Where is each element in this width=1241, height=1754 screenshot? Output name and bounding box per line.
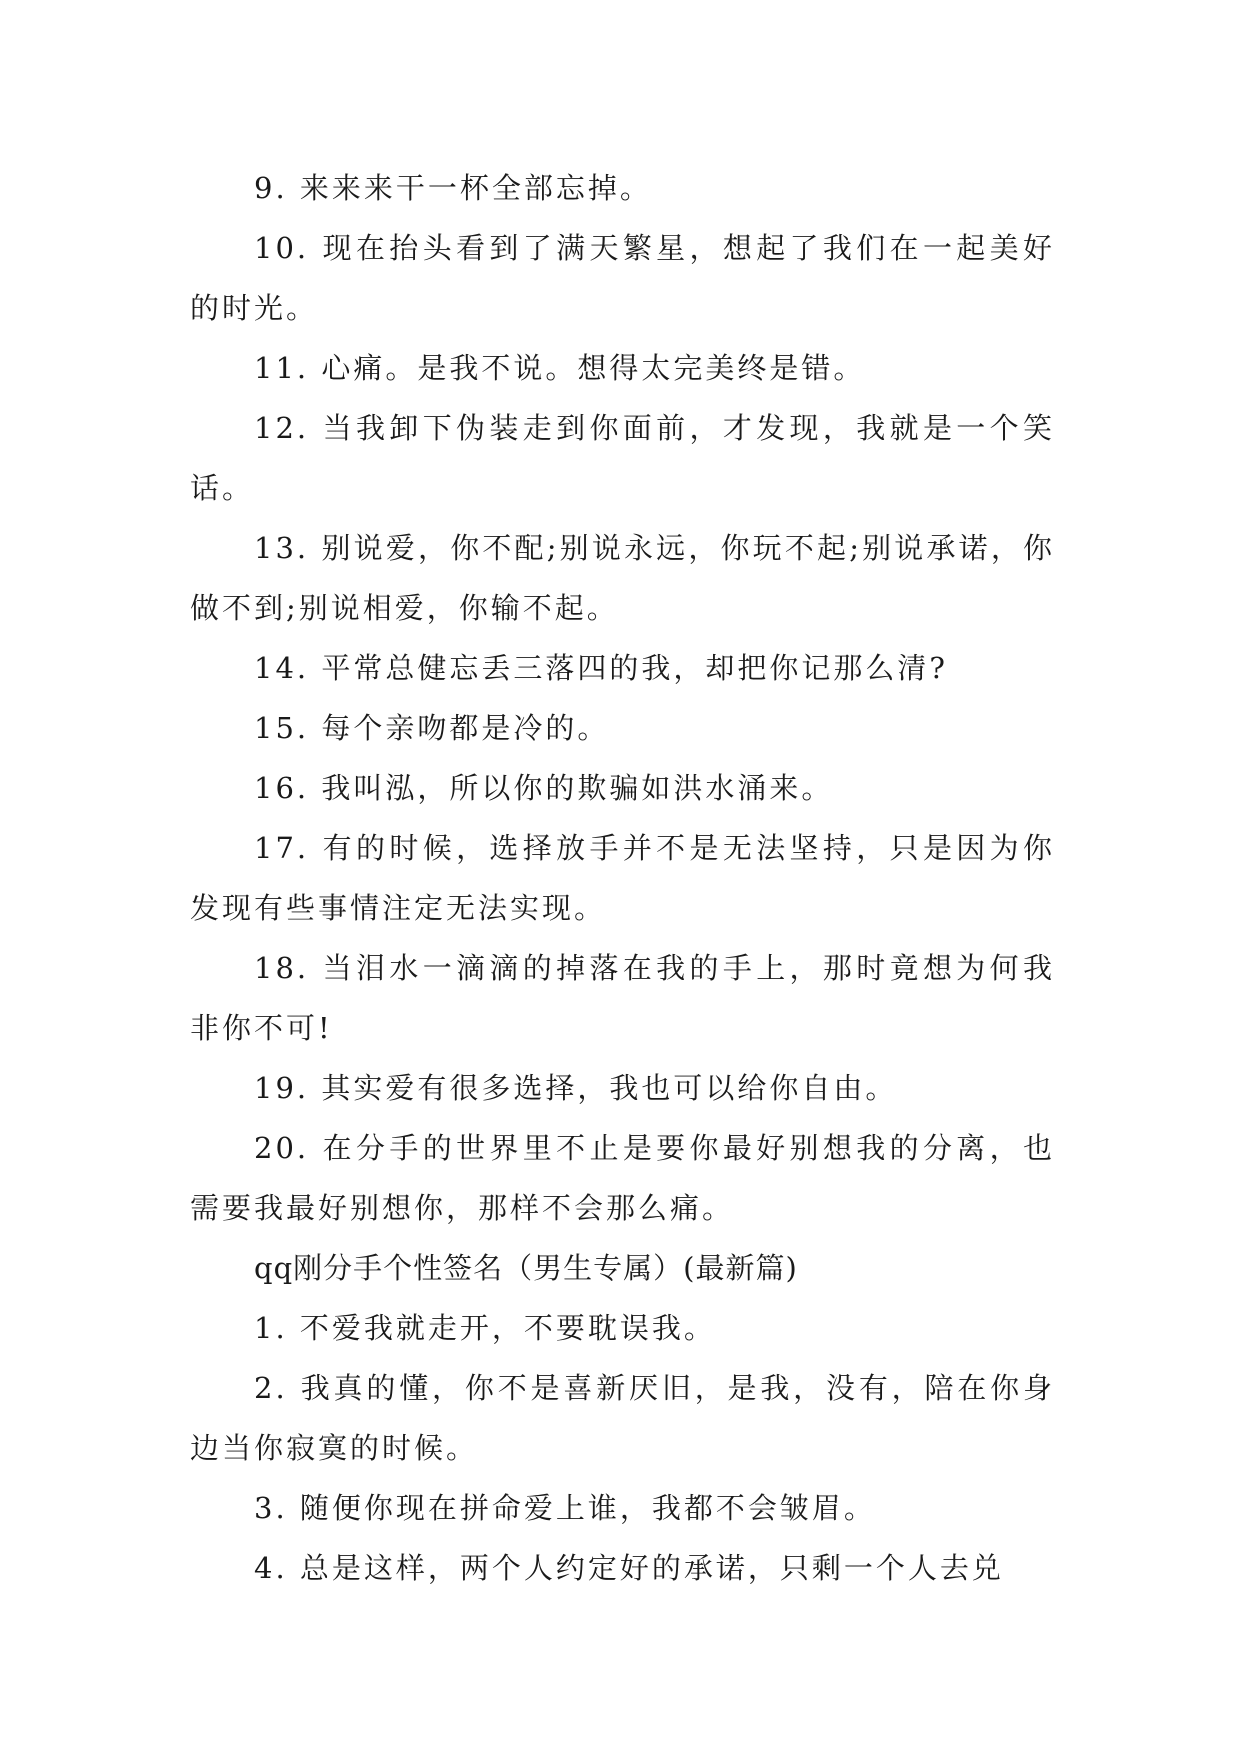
paragraph-15: 15. 每个亲吻都是冷的。 bbox=[254, 711, 610, 745]
paragraph-2: 2. 我真的懂，你不是喜新厌旧，是我，没有，陪在你身边当你寂寞的时候。 bbox=[190, 1371, 1055, 1465]
paragraph-20: 20. 在分手的世界里不止是要你最好别想我的分离，也需要我最好别想你，那样不会那么痛。 bbox=[190, 1131, 1055, 1225]
paragraph-13: 13. 别说爱，你不配;别说永远，你玩不起;别说承诺，你做不到;别说相爱，你输不起。 bbox=[190, 531, 1055, 625]
paragraph-4: 4. 总是这样，两个人约定好的承诺，只剩一个人去兑 bbox=[254, 1551, 1004, 1585]
paragraph-12: 12. 当我卸下伪装走到你面前，才发现，我就是一个笑话。 bbox=[190, 411, 1055, 505]
paragraph-9: 9. 来来来干一杯全部忘掉。 bbox=[254, 171, 652, 205]
section-heading: qq刚分手个性签名（男生专属）(最新篇) bbox=[254, 1251, 798, 1285]
paragraph-10: 10. 现在抬头看到了满天繁星，想起了我们在一起美好的时光。 bbox=[190, 231, 1055, 325]
paragraph-16: 16. 我叫泓，所以你的欺骗如洪水涌来。 bbox=[254, 771, 834, 805]
paragraph-17: 17. 有的时候，选择放手并不是无法坚持，只是因为你发现有些事情注定无法实现。 bbox=[190, 831, 1055, 925]
paragraph-11: 11. 心痛。是我不说。想得太完美终是错。 bbox=[254, 351, 866, 385]
paragraph-3: 3. 随便你现在拼命爱上谁，我都不会皱眉。 bbox=[254, 1491, 876, 1525]
document-body bbox=[190, 158, 1055, 1598]
paragraph-1: 1. 不爱我就走开，不要耽误我。 bbox=[254, 1311, 716, 1345]
paragraph-14: 14. 平常总健忘丢三落四的我，却把你记那么清? bbox=[254, 651, 948, 685]
paragraph-19: 19. 其实爱有很多选择，我也可以给你自由。 bbox=[254, 1071, 898, 1105]
paragraph-18: 18. 当泪水一滴滴的掉落在我的手上，那时竟想为何我非你不可! bbox=[190, 951, 1055, 1045]
